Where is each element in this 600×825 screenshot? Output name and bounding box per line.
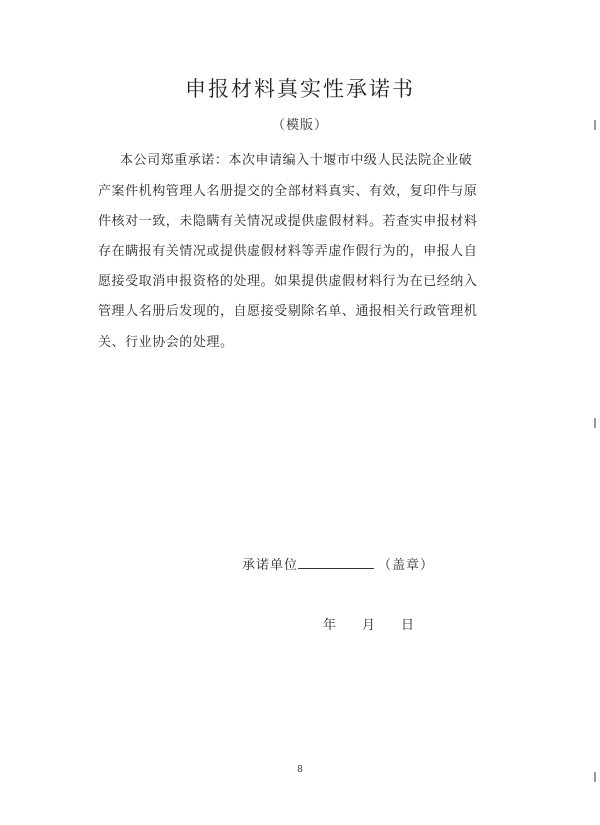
scan-edge-mark <box>594 418 596 428</box>
body-line-7: 关、行业协会的处理。 <box>98 335 234 350</box>
signature-row <box>242 554 434 573</box>
signature-label: 承诺单位 <box>242 558 299 573</box>
body-line-4: 存在瞒报有关情况或提供虚假材料等弄虚作假行为的，申报人自 <box>98 244 478 259</box>
page-number: 8 <box>297 765 303 775</box>
document-subtitle: （模版） <box>271 118 328 133</box>
body-line-1: 本公司郑重承诺：本次申请编入十堰市中级人民法院企业破 <box>120 153 473 168</box>
body-line-2: 产案件机构管理人名册提交的全部材料真实、有效，复印件与原 <box>98 184 478 199</box>
signature-blank-line <box>298 555 374 569</box>
body-line-5: 愿接受取消申报资格的处理。如果提供虚假材料行为在已经纳入 <box>98 274 478 289</box>
date-year-label: 年 <box>323 618 337 633</box>
seal-note: （盖章） <box>378 558 435 573</box>
date-row <box>323 614 414 633</box>
body-line-3: 件核对一致，未隐瞒有关情况或提供虚假材料。若查实申报材料 <box>98 214 478 229</box>
scan-edge-mark <box>594 120 596 130</box>
date-month-label: 月 <box>362 618 376 633</box>
date-day-label: 日 <box>401 618 415 633</box>
document-title: 申报材料真实性承诺书 <box>185 77 415 101</box>
scan-edge-mark <box>594 772 596 782</box>
body-line-6: 管理人名册后发现的，自愿接受剔除名单、通报相关行政管理机 <box>98 304 478 319</box>
